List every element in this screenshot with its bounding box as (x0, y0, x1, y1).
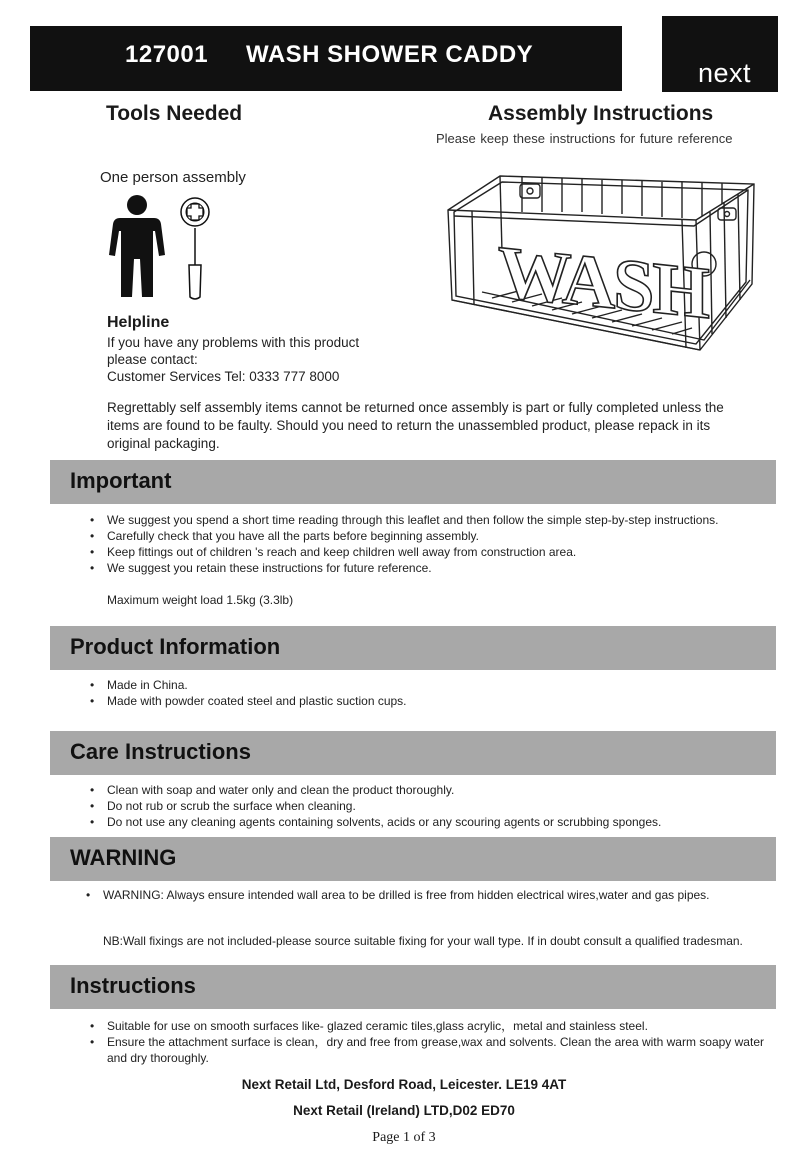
section-heading: Important (70, 468, 172, 493)
person-icon (106, 193, 168, 299)
list-item: • We suggest you spend a short time reading through this leaflet and then follow the simple step-by-step instructions. (90, 512, 750, 528)
footer-address-uk: Next Retail Ltd, Desford Road, Leicester. LE19 4AT (241, 1077, 567, 1092)
list-item: • Keep fittings out of children 's reach and keep children well away from construction area. (90, 544, 750, 560)
important-section-header (50, 460, 776, 504)
list-item: • Do not use any cleaning agents containing solvents, acids or any scouring agents or scrubbing sponges. (90, 814, 770, 830)
title-bar (30, 26, 622, 91)
assembly-heading: Assembly Instructions (488, 102, 714, 125)
brand-logo-text: next (698, 58, 752, 88)
warning-list (86, 887, 756, 903)
instructions-list (90, 1018, 766, 1066)
list-item: • We suggest you retain these instructions for future reference. (90, 560, 750, 576)
helpline-text (107, 334, 359, 385)
helpline-line: If you have any problems with this product (107, 335, 360, 350)
tools-heading: Tools Needed (106, 102, 243, 125)
important-list (90, 512, 750, 576)
page-number: Page 1 of 3 (372, 1130, 436, 1145)
product-code: 127001 (125, 41, 209, 68)
list-item: • Suitable for use on smooth surfaces like- glazed ceramic tiles,glass acrylic，metal and stainless steel. (90, 1018, 766, 1034)
brand-logo (662, 16, 778, 92)
screwdriver-icon (176, 197, 216, 301)
list-item: • WARNING: Always ensure intended wall area to be drilled is free from hidden electrical wires,water and gas pipes. (86, 887, 756, 903)
instructions-section-header (50, 965, 776, 1009)
section-heading: WARNING (70, 845, 177, 870)
product-title: WASH SHOWER CADDY (246, 41, 534, 68)
keep-note: Please keep these instructions for future reference (436, 131, 733, 146)
product-info-section-header (50, 626, 776, 670)
list-item: • Made with powder coated steel and plastic suction cups. (90, 693, 750, 709)
list-item: • Do not rub or scrub the surface when cleaning. (90, 798, 770, 814)
section-heading: Instructions (70, 973, 196, 998)
helpline-phone: Customer Services Tel: 0333 777 8000 (107, 369, 340, 384)
one-person-note: One person assembly (100, 169, 246, 186)
returns-note: Regrettably self assembly items cannot be returned once assembly is part or fully completed unless the items are found to be faulty. Should you need to return the unassembled product, please repack in its original packaging. (107, 400, 724, 451)
list-item: • Made in China. (90, 677, 750, 693)
section-heading: Product Information (70, 634, 281, 659)
caddy-wash-text: WASH (498, 231, 708, 335)
list-item: • Carefully check that you have all the parts before beginning assembly. (90, 528, 750, 544)
helpline-heading: Helpline (107, 314, 170, 331)
caddy-illustration (442, 172, 758, 354)
care-section-header (50, 731, 776, 775)
max-weight-note: Maximum weight load 1.5kg (3.3lb) (107, 593, 294, 607)
footer-address-ie: Next Retail (Ireland) LTD,D02 ED70 (293, 1103, 515, 1118)
list-item: • Clean with soap and water only and clean the product thoroughly. (90, 782, 770, 798)
care-list (90, 782, 770, 830)
product-info-list (90, 677, 750, 709)
helpline-line: please contact: (107, 352, 198, 367)
section-heading: Care Instructions (70, 739, 251, 764)
list-item: • Ensure the attachment surface is clean，dry and free from grease,wax and solvents. Clean the area with warm soapy water and dry thoroughly. (90, 1034, 766, 1066)
wall-fixings-note: NB:Wall fixings are not included-please source suitable fixing for your wall type. If in doubt consult a qualified tradesman. (103, 934, 743, 948)
warning-section-header (50, 837, 776, 881)
